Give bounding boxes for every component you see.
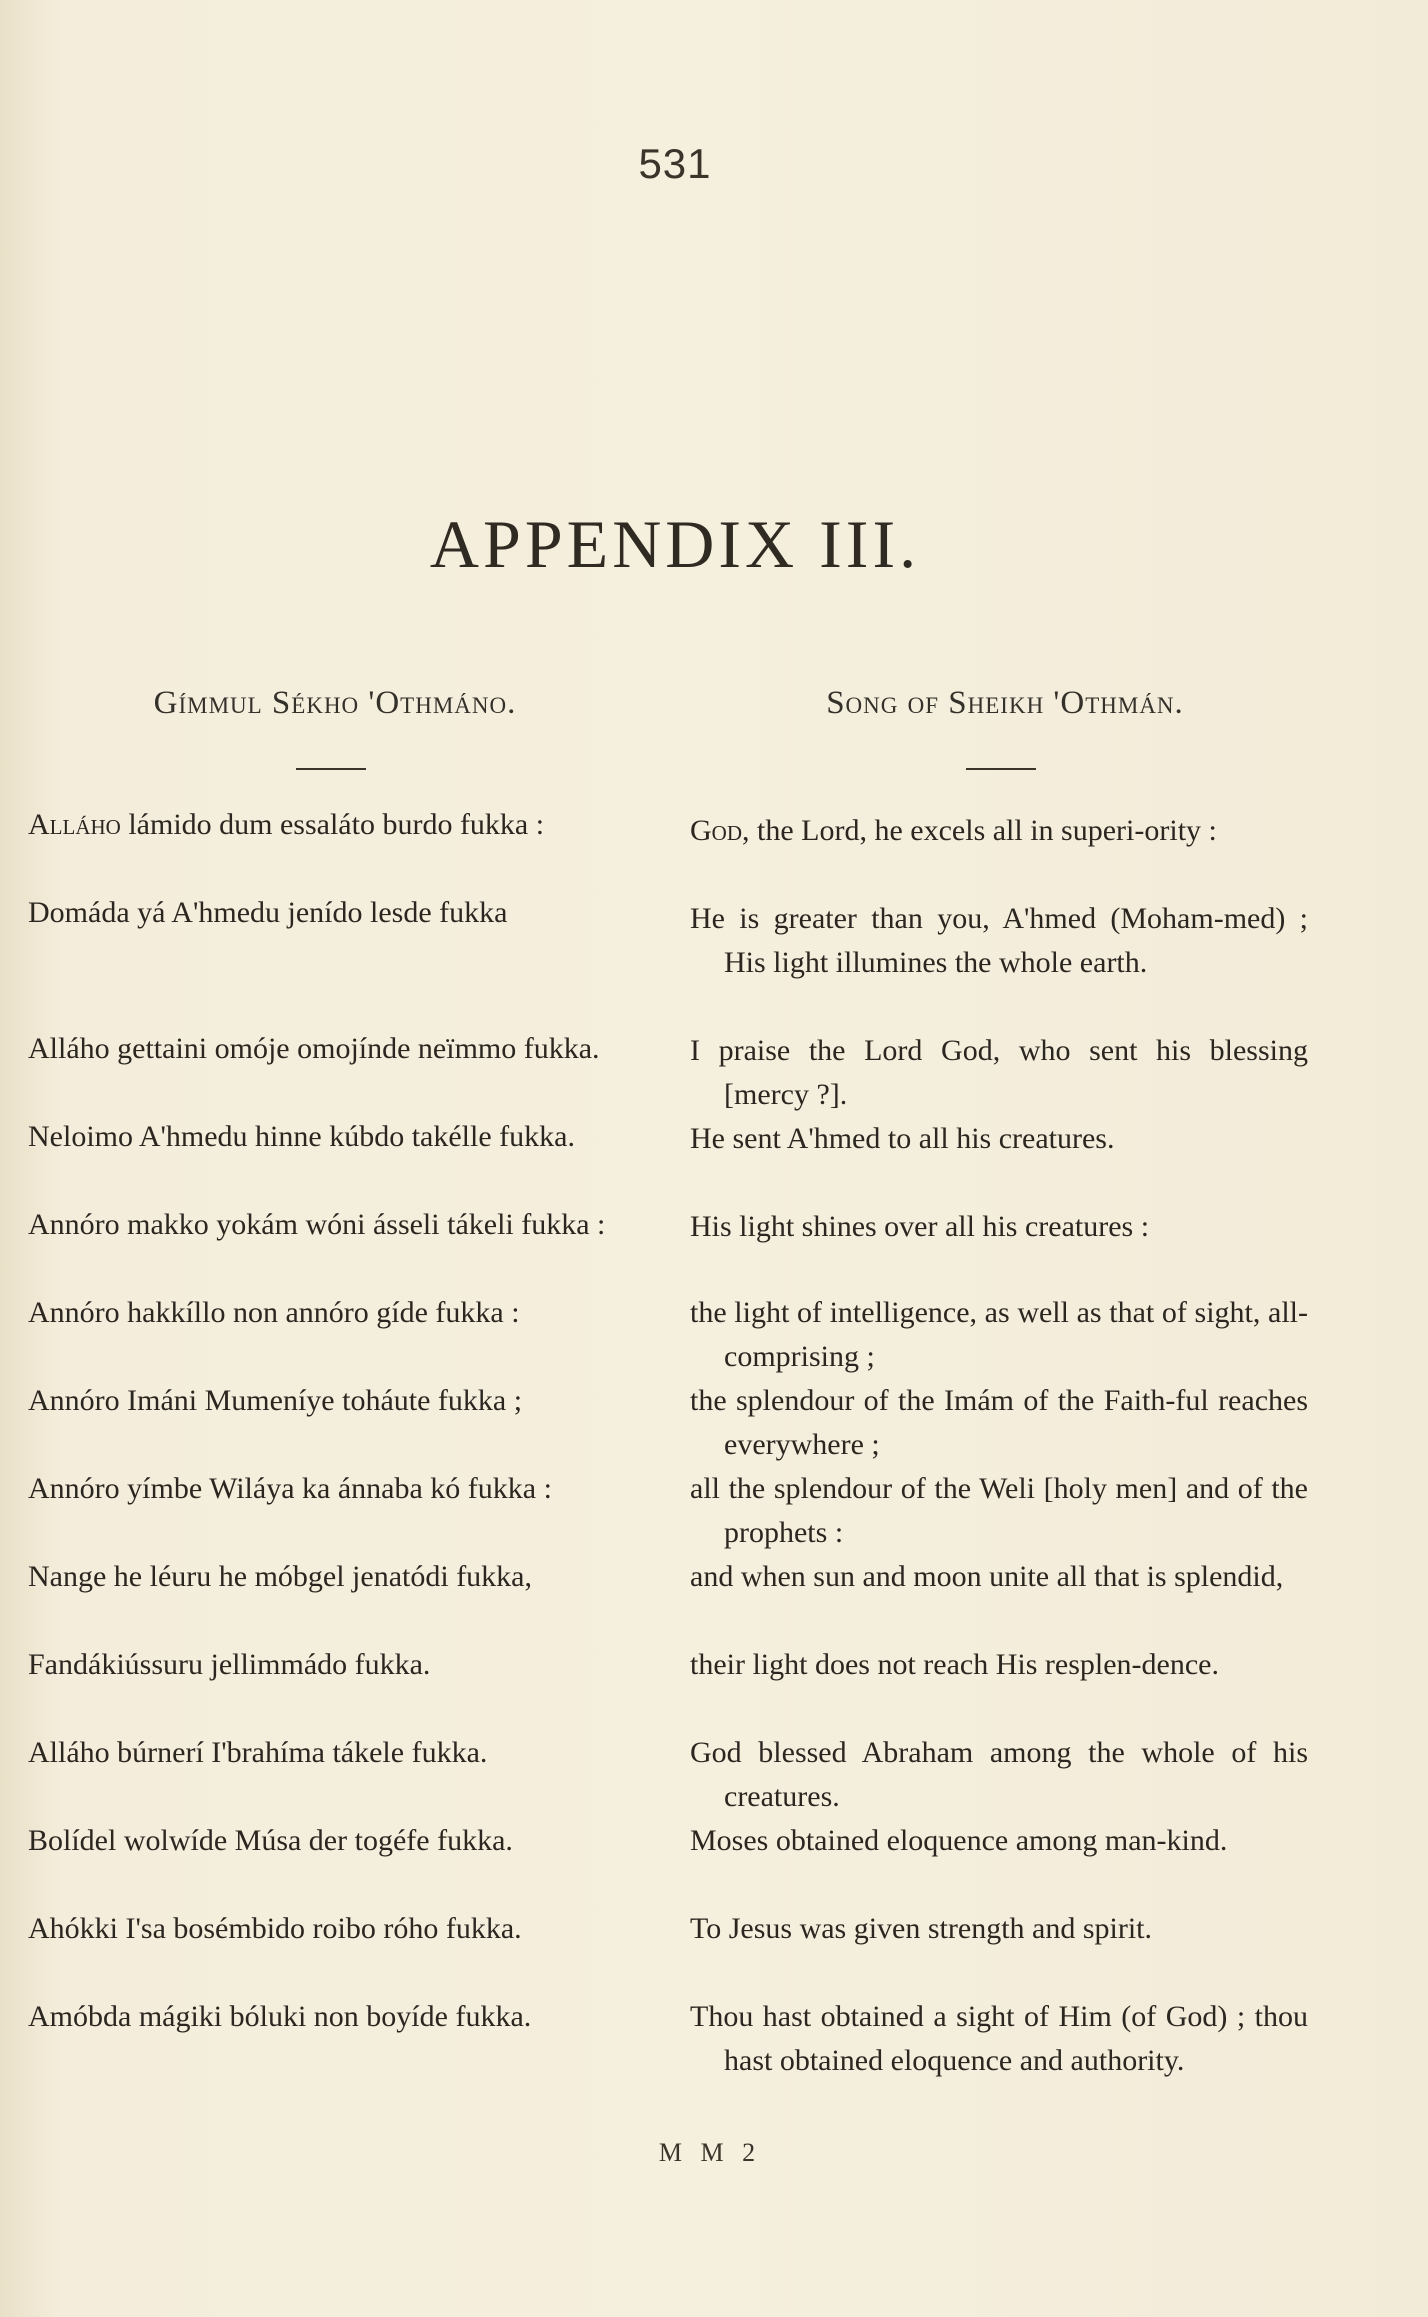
left-line: Domáda yá A'hmedu jenído lesde fukka — [28, 896, 508, 929]
left-stanza-1 — [28, 803, 640, 847]
right-stanza-3 — [690, 1029, 1308, 1117]
right-stanza-8 — [690, 1467, 1308, 1555]
left-stanza-11 — [28, 1731, 640, 1775]
right-line: all the splendour of the Weli [holy men] and of the prophets : — [690, 1472, 1308, 1549]
right-line: He sent A'hmed to all his creatures. — [690, 1122, 1115, 1155]
right-stanza-9 — [690, 1555, 1308, 1599]
left-stanza-7 — [28, 1379, 640, 1423]
right-stanza-4 — [690, 1117, 1308, 1161]
left-stanza-9 — [28, 1555, 640, 1599]
right-line — [690, 809, 1308, 853]
right-line: and when sun and moon unite all that is splendid, — [690, 1560, 1284, 1593]
appendix-title: APPENDIX III. — [429, 506, 921, 582]
right-stanza-1 — [690, 809, 1308, 853]
left-stanza-12 — [28, 1819, 640, 1863]
left-line — [28, 803, 640, 847]
right-line: their light does not reach His resplen-dence. — [690, 1648, 1219, 1681]
right-stanza-6 — [690, 1291, 1308, 1379]
left-column-heading: Gímmul Sékho 'Othmáno. — [153, 685, 517, 721]
signature-mark: M M 2 — [658, 2138, 762, 2167]
right-line: God blessed Abraham among the whole of his creatures. — [690, 1736, 1308, 1813]
right-stanza-14 — [690, 1995, 1308, 2083]
right-line: Thou hast obtained a sight of Him (of God) ; thou hast obtained eloquence and authority. — [690, 2000, 1308, 2077]
right-stanza-13 — [690, 1907, 1308, 1951]
right-stanza-7 — [690, 1379, 1308, 1467]
right-column-heading: Song of Sheikh 'Othmán. — [826, 685, 1184, 721]
left-line: Annóro hakkíllo non annóro gíde fukka : — [28, 1296, 520, 1329]
right-line: To Jesus was given strength and spirit. — [690, 1912, 1153, 1945]
right-line: the light of intelligence, as well as that of sight, all-comprising ; — [690, 1296, 1308, 1373]
left-line: Annóro makko yokám wóni ásseli tákeli fukka : — [28, 1208, 606, 1241]
right-line: His light shines over all his creatures : — [690, 1210, 1150, 1243]
left-line-lead: Alláho — [28, 808, 121, 841]
right-line: Moses obtained eloquence among man-kind. — [690, 1824, 1228, 1857]
right-stanza-12 — [690, 1819, 1308, 1863]
left-stanza-4 — [28, 1115, 640, 1159]
right-stanza-10 — [690, 1643, 1308, 1687]
left-stanza-2 — [28, 891, 640, 935]
left-heading-rule — [296, 768, 366, 770]
left-stanza-6 — [28, 1291, 640, 1335]
right-heading-rule — [966, 768, 1036, 770]
left-line: Ahókki I'sa bosémbido roibo róho fukka. — [28, 1912, 522, 1945]
right-stanza-5 — [690, 1205, 1308, 1249]
right-stanza-11 — [690, 1731, 1308, 1819]
left-stanza-14 — [28, 1995, 640, 2039]
right-line-text: the Lord, he excels all in superi-ority : — [749, 814, 1217, 847]
left-line: Alláho gettaini omóje omojínde neïmmo fukka. — [28, 1032, 600, 1065]
right-line: I praise the Lord God, who sent his blessing [mercy ?]. — [690, 1034, 1308, 1111]
right-line-lead: God, — [690, 814, 750, 847]
left-stanza-5 — [28, 1203, 640, 1247]
left-line-text: lámido dum essaláto burdo fukka : — [120, 808, 545, 841]
right-line: He is greater than you, A'hmed (Moham-med) ; His light illumines the whole earth. — [690, 902, 1308, 979]
left-stanza-8 — [28, 1467, 640, 1511]
left-line: Annóro yímbe Wiláya ka ánnaba kó fukka : — [28, 1472, 552, 1505]
page-number: 531 — [638, 140, 712, 187]
right-stanza-2 — [690, 897, 1308, 985]
right-line: the splendour of the Imám of the Faith-ful reaches everywhere ; — [690, 1384, 1308, 1461]
left-stanza-10 — [28, 1643, 640, 1687]
left-line: Nange he léuru he móbgel jenatódi fukka, — [28, 1560, 532, 1593]
left-line: Fandákiússuru jellimmádo fukka. — [28, 1648, 431, 1681]
left-line: Bolídel wolwíde Músa der togéfe fukka. — [28, 1824, 513, 1857]
left-line: Annóro Imáni Mumeníye toháute fukka ; — [28, 1384, 523, 1417]
left-line: Neloimo A'hmedu hinne kúbdo takélle fukka. — [28, 1120, 575, 1153]
left-line: Alláho búrnerí I'brahíma tákele fukka. — [28, 1736, 488, 1769]
left-line: Amóbda mágiki bóluki non boyíde fukka. — [28, 2000, 532, 2033]
left-stanza-13 — [28, 1907, 640, 1951]
left-stanza-3 — [28, 1027, 640, 1071]
